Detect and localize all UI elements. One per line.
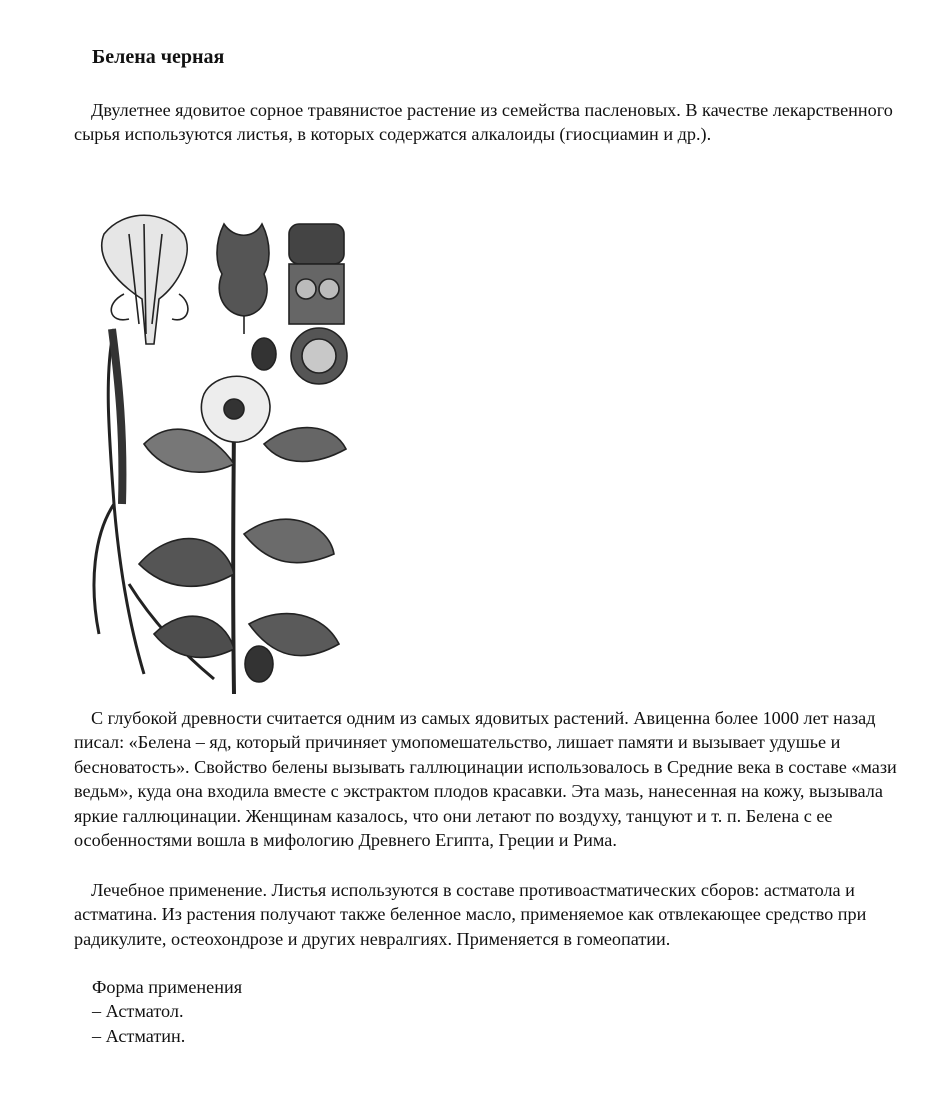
forms-heading: Форма применения: [92, 977, 243, 997]
intro-paragraph: Двулетнее ядовитое сорное травянистое растение из семейства пасленовых. В качестве лекарственного сырья используются листья, в которых содержатся алкалоиды (гиосциамин и др.).: [74, 100, 893, 145]
page-title: Белена черная: [92, 46, 225, 68]
form-item-asthmatol: – Астматол.: [92, 1001, 184, 1021]
history-paragraph: С глубокой древности считается одним из самых ядовитых растений. Авиценна более 1000 лет назад писал: «Белена – яд, который причиняет умопомешательство, лишает памяти и вызывает удушье и бесноватость». Свойство белены вызывать галлюцинации использовалось в Средние века в составе «мази ведьм», куда она входила вместе с экстрактом плодов красавки. Эта мазь, нанесенная на кожу, вызывала яркие галлюцинации. Женщинам казалось, что они летают по воздуху, танцуют и т. п. Белена с ее особенностями вошла в мифологию Древнего Египта, Греции и Рима.: [74, 708, 897, 851]
form-item-asthmatin: – Астматин.: [92, 1026, 186, 1046]
medical-use-paragraph: Лечебное применение. Листья используются в составе противоастматических сборов: астматола и астматина. Из растения получают также беленное масло, применяемое как отвлекающее средство при радикулите, остеохондрозе и других невралгиях. Применяется в гомеопатии.: [74, 880, 867, 949]
henbane-botanical-illustration-icon: [84, 204, 354, 704]
